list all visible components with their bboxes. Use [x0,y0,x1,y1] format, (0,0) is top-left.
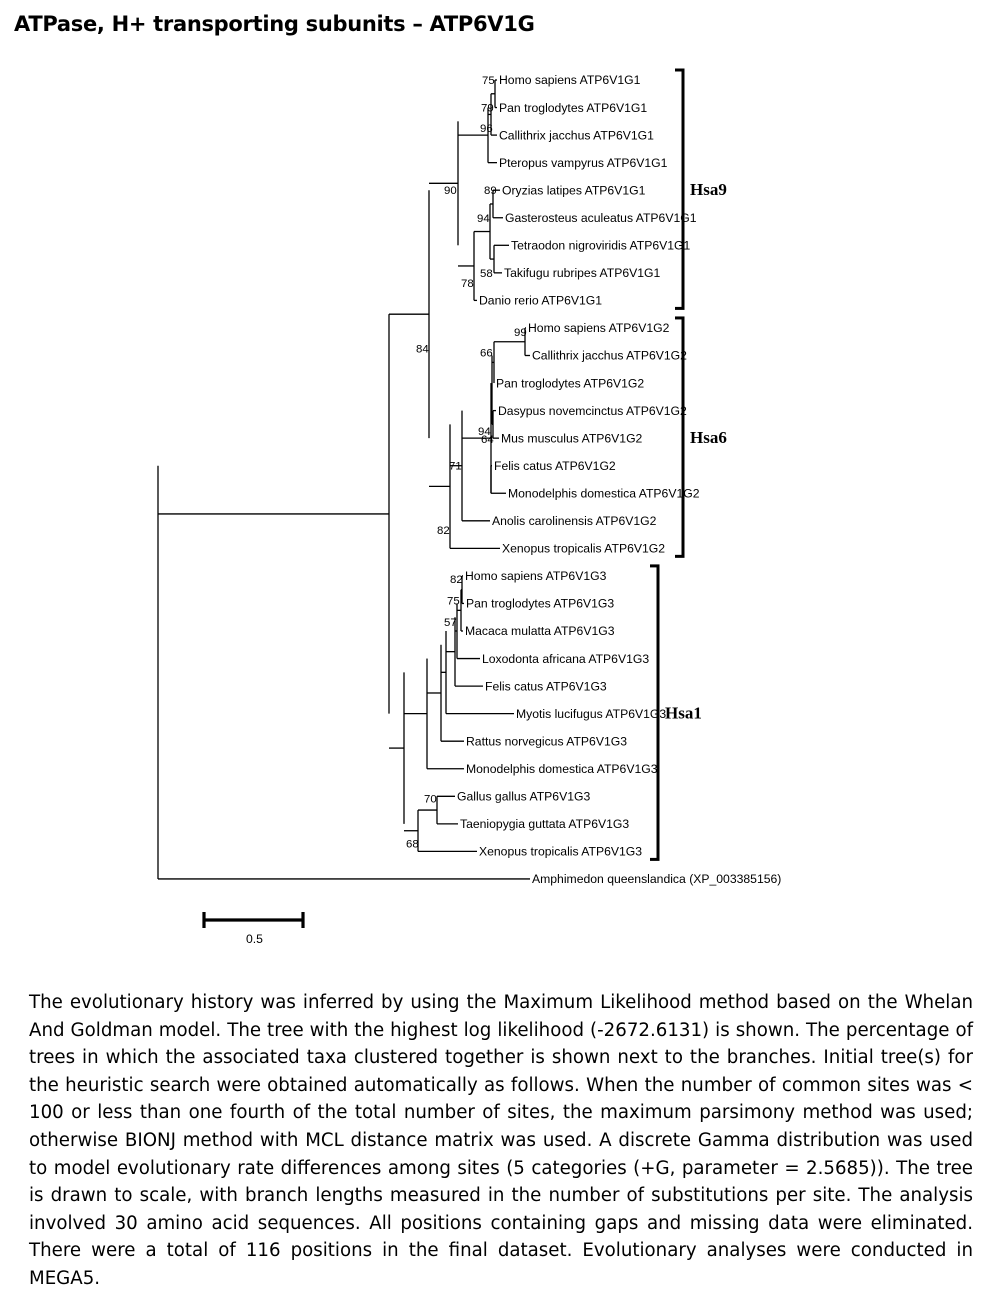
taxon-label: Takifugu rubripes ATP6V1G1 [504,266,661,281]
group-label: Hsa1 [665,703,702,723]
support-value: 89 [484,185,497,198]
support-value: 94 [477,212,490,225]
taxon-label: Rattus norvegicus ATP6V1G3 [466,734,628,749]
taxon-label: Felis catus ATP6V1G2 [494,458,616,473]
taxon-label: Pan troglodytes ATP6V1G1 [499,100,648,115]
taxon-label: Amphimedon queenslandica (XP_003385156) [532,872,782,887]
taxon-label: Callithrix jacchus ATP6V1G2 [532,348,687,363]
taxon-label: Felis catus ATP6V1G3 [485,679,607,694]
taxon-label: Macaca mulatta ATP6V1G3 [465,624,615,639]
taxon-label: Oryzias latipes ATP6V1G1 [502,183,646,198]
taxon-label: Danio rerio ATP6V1G1 [479,293,603,308]
group-brackets [650,70,727,859]
support-value: 75 [482,75,495,87]
taxon-label: Gasterosteus aculeatus ATP6V1G1 [505,210,697,225]
taxon-label: Callithrix jacchus ATP6V1G1 [499,128,654,143]
support-value: 79 [481,102,494,115]
support-value: 96 [480,123,493,136]
group-label: Hsa9 [690,180,727,200]
support-value: 99 [514,326,527,339]
taxon-label: Pteropus vampyrus ATP6V1G1 [499,155,668,170]
support-value: 84 [416,343,429,356]
support-value: 66 [480,347,493,360]
support-value: 90 [444,185,457,198]
group-label: Hsa6 [690,428,727,448]
taxon-label: Pan troglodytes ATP6V1G3 [466,596,615,611]
support-value: 70 [424,793,437,806]
taxon-label: Monodelphis domestica ATP6V1G2 [508,486,700,501]
support-value: 82 [437,524,450,537]
support-value: 78 [461,277,474,290]
taxon-label: Monodelphis domestica ATP6V1G3 [466,761,658,776]
taxon-label: Mus musculus ATP6V1G2 [501,431,643,446]
support-value: 58 [480,267,493,280]
support-value: 64 [481,434,494,447]
support-value: 94 [478,426,491,439]
taxon-labels [457,73,781,886]
page-title: ATPase, H+ transporting subunits – ATP6V1G [14,12,535,36]
support-value: 82 [450,573,463,586]
taxon-label: Anolis carolinensis ATP6V1G2 [492,514,657,528]
figure-caption: The evolutionary history was inferred by using the Maximum Likelihood method based on the Whelan And Goldman model. The tree with the highest log likelihood (-2672.6131) is shown. The percentage of trees in which the associated taxa clustered together is shown next to the branches. Initial tree(s) for the heuristic search were obtained automatically as follows. When the number of common sites was < 100 or less than one fourth of the total number of sites, the maximum parsimony method was used; otherwise BIONJ method with MCL distance matrix was used. A discrete Gamma distribution was used to model evolutionary rate differences among sites (5 categories (+G, parameter = 2.5685)). The tree is drawn to scale, with branch lengths measured in the number of substitutions per site. The analysis involved 30 amino acid sequences. All positions containing gaps and missing data were eliminated. There were a total of 116 positions in the final dataset. Evolutionary analyses were conducted in MEGA5. [29,992,973,1289]
support-value: 68 [406,838,419,851]
scale-bar-label: 0.5 [246,932,263,946]
taxon-label: Loxodonta africana ATP6V1G3 [482,651,650,666]
support-value: 57 [444,617,457,629]
taxon-label: Xenopus tropicalis ATP6V1G3 [479,844,643,859]
taxon-label: Homo sapiens ATP6V1G3 [465,569,607,584]
support-value: 75 [447,595,460,608]
taxon-label: Gallus gallus ATP6V1G3 [457,789,591,804]
tree-branches [158,80,530,879]
taxon-label: Homo sapiens ATP6V1G2 [528,321,670,336]
taxon-label: Xenopus tropicalis ATP6V1G2 [502,541,666,556]
taxon-label: Myotis lucifugus ATP6V1G3 [516,706,667,721]
taxon-label: Tetraodon nigroviridis ATP6V1G1 [511,238,691,253]
taxon-label: Dasypus novemcinctus ATP6V1G2 [498,403,687,418]
support-value: 71 [449,460,462,473]
taxon-label: Homo sapiens ATP6V1G1 [499,73,641,88]
taxon-label: Taeniopygia guttata ATP6V1G3 [460,817,630,832]
taxon-label: Pan troglodytes ATP6V1G2 [496,376,645,391]
scale-bar [204,912,303,946]
